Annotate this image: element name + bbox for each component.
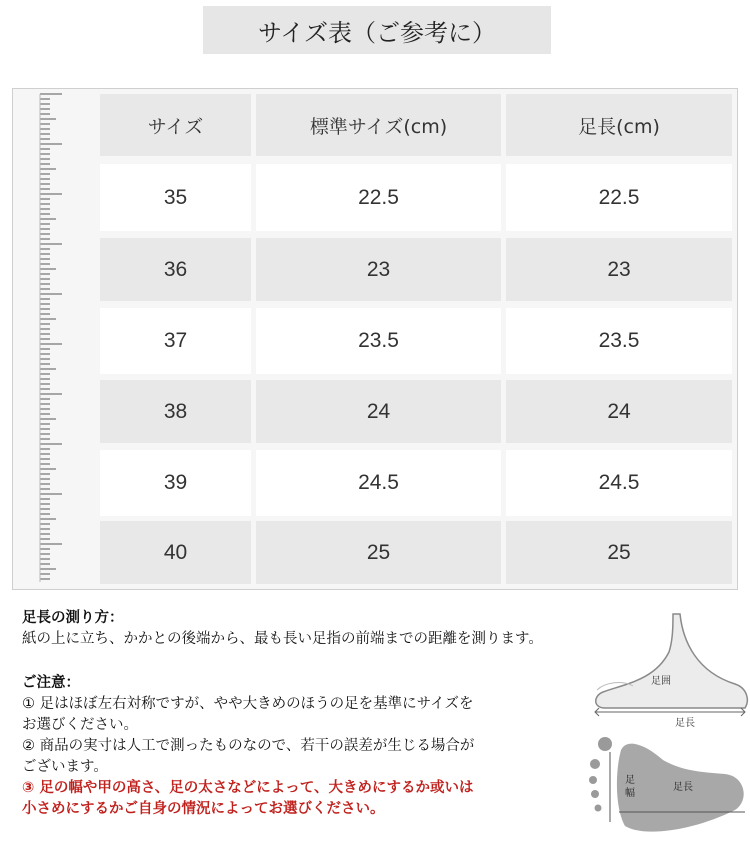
diagram-label-width-1: 足 xyxy=(625,775,635,786)
header-foot-length: 足長(cm) xyxy=(506,94,732,156)
table-cell: 40 xyxy=(100,521,251,584)
diagram-label-length-sole: 足長 xyxy=(673,782,693,793)
table-cell: 23 xyxy=(506,238,732,301)
table-cell: 24.5 xyxy=(506,450,732,516)
measure-text: 紙の上に立ち、かかとの後端から、最も長い足指の前端までの距離を測ります。 xyxy=(22,631,543,647)
page-title xyxy=(203,6,551,54)
note-1: ① 足はほぼ左右対称ですが、やや大きめのほうの足を基準にサイズを xyxy=(22,696,474,712)
table-cell: 24 xyxy=(506,380,732,443)
table-cell: 25 xyxy=(506,521,732,584)
table-cell: 38 xyxy=(100,380,251,443)
header-standard-size: 標準サイズ(cm) xyxy=(256,94,501,156)
header-size: サイズ xyxy=(100,94,251,156)
table-cell: 23.5 xyxy=(506,308,732,374)
notes-heading: ご注意： xyxy=(22,675,80,691)
measure-heading: 足長の測り方： xyxy=(22,610,124,626)
table-cell: 23 xyxy=(256,238,501,301)
foot-sole-icon xyxy=(589,737,745,832)
diagram-label-length-side: 足長 xyxy=(675,718,695,729)
ruler-graphic xyxy=(26,90,66,582)
table-cell: 24.5 xyxy=(256,450,501,516)
foot-diagram xyxy=(585,612,750,852)
note-3-cont: 小さめにするかご自身の情況によってお選びください。 xyxy=(22,801,385,817)
diagram-label-width-2: 幅 xyxy=(625,788,635,799)
table-cell: 36 xyxy=(100,238,251,301)
table-cell: 39 xyxy=(100,450,251,516)
table-cell: 24 xyxy=(256,380,501,443)
table-cell: 23.5 xyxy=(256,308,501,374)
note-1-cont: お選びください。 xyxy=(22,717,138,733)
note-3: ③ 足の幅や甲の高さ、足の太さなどによって、大きめにするか或いは xyxy=(22,780,474,796)
foot-side-view-icon xyxy=(595,614,747,716)
instructions xyxy=(22,608,662,820)
table-cell: 37 xyxy=(100,308,251,374)
table-cell: 22.5 xyxy=(256,164,501,231)
page-title-text: サイズ表（ご参考に） xyxy=(257,18,497,47)
diagram-label-girth: 足囲 xyxy=(651,676,671,687)
note-2-cont: ございます。 xyxy=(22,759,108,775)
table-cell: 22.5 xyxy=(506,164,732,231)
table-cell: 35 xyxy=(100,164,251,231)
table-cell: 25 xyxy=(256,521,501,584)
note-2: ② 商品の実寸は人工で測ったものなので、若干の誤差が生じる場合が xyxy=(22,738,475,754)
